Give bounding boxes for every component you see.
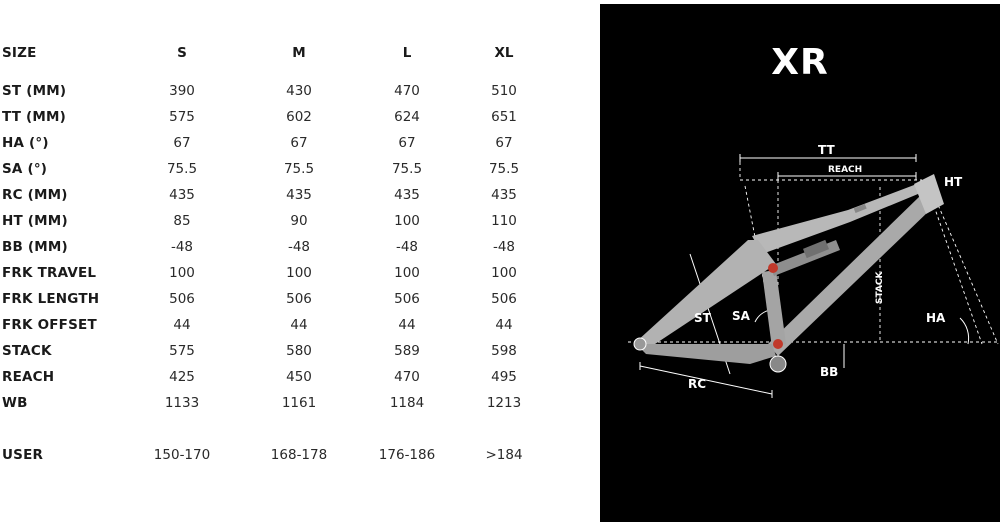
row-label: WB bbox=[2, 395, 28, 411]
size-header-xl: XL bbox=[494, 45, 514, 61]
row-value-s: 75.5 bbox=[166, 161, 198, 177]
seat-tube bbox=[762, 270, 786, 348]
upper-pivot bbox=[768, 263, 778, 273]
row-value-m: 580 bbox=[286, 343, 312, 359]
row-label: HT (MM) bbox=[2, 213, 68, 229]
row-label: FRK LENGTH bbox=[2, 291, 100, 307]
row-value-m: 75.5 bbox=[283, 161, 315, 177]
user-height-xl: >184 bbox=[485, 447, 523, 463]
row-value-s: 390 bbox=[169, 83, 195, 99]
user-height-s: 150-170 bbox=[153, 447, 211, 463]
row-value-m: 100 bbox=[286, 265, 312, 281]
table-row bbox=[0, 107, 600, 127]
row-value-l: 100 bbox=[394, 213, 420, 229]
row-value-l: 75.5 bbox=[391, 161, 423, 177]
row-value-s: 44 bbox=[173, 317, 191, 333]
row-value-s: 67 bbox=[173, 135, 191, 151]
reach-label: REACH bbox=[828, 165, 863, 175]
model-name: XR bbox=[771, 42, 829, 83]
row-value-l: -48 bbox=[395, 239, 419, 255]
table-row bbox=[0, 133, 600, 153]
row-value-xl: 651 bbox=[491, 109, 517, 125]
user-height-l: 176-186 bbox=[378, 447, 436, 463]
row-value-l: 44 bbox=[398, 317, 416, 333]
lower-pivot bbox=[773, 339, 783, 349]
table-header-row bbox=[0, 43, 600, 63]
bike-frame bbox=[634, 174, 944, 372]
row-value-s: 435 bbox=[169, 187, 195, 203]
row-value-s: 85 bbox=[173, 213, 191, 229]
row-value-m: 602 bbox=[286, 109, 312, 125]
row-value-l: 67 bbox=[398, 135, 416, 151]
row-label: TT (MM) bbox=[2, 109, 67, 125]
row-value-xl: 44 bbox=[495, 317, 513, 333]
row-value-xl: -48 bbox=[492, 239, 516, 255]
size-header-label: SIZE bbox=[2, 45, 37, 61]
row-label: FRK TRAVEL bbox=[2, 265, 97, 281]
geometry-diagram-panel bbox=[600, 4, 1000, 522]
size-header-m: M bbox=[292, 45, 306, 61]
row-value-xl: 598 bbox=[491, 343, 517, 359]
row-value-m: 430 bbox=[286, 83, 312, 99]
ht-label: HT bbox=[944, 175, 963, 189]
table-row bbox=[0, 237, 600, 257]
table-row bbox=[0, 211, 600, 231]
row-value-l: 1184 bbox=[389, 395, 425, 411]
row-value-m: 44 bbox=[290, 317, 308, 333]
bottom-bracket bbox=[770, 356, 786, 372]
stack-label: STACK bbox=[875, 271, 885, 304]
row-value-xl: 510 bbox=[491, 83, 517, 99]
row-value-xl: 67 bbox=[495, 135, 513, 151]
tt-label: TT bbox=[818, 143, 835, 157]
row-value-m: 450 bbox=[286, 369, 312, 385]
table-row bbox=[0, 393, 600, 413]
row-label: STACK bbox=[2, 343, 52, 359]
row-value-l: 506 bbox=[394, 291, 420, 307]
row-label: HA (°) bbox=[2, 135, 49, 151]
sa-label: SA bbox=[732, 309, 750, 323]
row-value-xl: 506 bbox=[491, 291, 517, 307]
row-value-l: 470 bbox=[394, 83, 420, 99]
row-value-l: 624 bbox=[394, 109, 420, 125]
seat-stay bbox=[636, 240, 776, 350]
rear-axle bbox=[634, 338, 646, 350]
row-value-m: 1161 bbox=[281, 395, 317, 411]
table-row bbox=[0, 289, 600, 309]
row-label: BB (MM) bbox=[2, 239, 68, 255]
user-height-m: 168-178 bbox=[270, 447, 328, 463]
ha-angle-arc bbox=[960, 318, 969, 344]
ha-label: HA bbox=[926, 311, 946, 325]
table-row bbox=[0, 185, 600, 205]
row-value-l: 435 bbox=[394, 187, 420, 203]
table-row bbox=[0, 159, 600, 179]
size-header-l: L bbox=[402, 45, 412, 61]
size-header-s: S bbox=[177, 45, 187, 61]
row-label: ST (MM) bbox=[2, 83, 67, 99]
row-value-s: 425 bbox=[169, 369, 195, 385]
st-label: ST bbox=[694, 311, 711, 325]
user-row bbox=[0, 445, 600, 465]
row-value-s: 100 bbox=[169, 265, 195, 281]
row-value-m: 506 bbox=[286, 291, 312, 307]
row-value-xl: 435 bbox=[491, 187, 517, 203]
table-row bbox=[0, 367, 600, 387]
row-label: RC (MM) bbox=[2, 187, 68, 203]
row-value-s: 575 bbox=[169, 109, 195, 125]
row-value-s: 506 bbox=[169, 291, 195, 307]
row-value-s: -48 bbox=[170, 239, 194, 255]
table-row bbox=[0, 263, 600, 283]
row-value-m: 67 bbox=[290, 135, 308, 151]
row-value-m: -48 bbox=[287, 239, 311, 255]
row-label: FRK OFFSET bbox=[2, 317, 97, 333]
row-value-xl: 75.5 bbox=[488, 161, 520, 177]
row-value-l: 100 bbox=[394, 265, 420, 281]
row-value-m: 435 bbox=[286, 187, 312, 203]
bb-label: BB bbox=[820, 365, 839, 379]
row-value-xl: 495 bbox=[491, 369, 517, 385]
row-value-l: 470 bbox=[394, 369, 420, 385]
row-value-s: 1133 bbox=[164, 395, 200, 411]
row-value-xl: 100 bbox=[491, 265, 517, 281]
table-row bbox=[0, 81, 600, 101]
row-value-xl: 1213 bbox=[486, 395, 522, 411]
rc-label: RC bbox=[688, 377, 707, 391]
row-value-xl: 110 bbox=[491, 213, 517, 229]
user-row-label: USER bbox=[2, 447, 44, 463]
frame-geometry-diagram bbox=[600, 4, 1000, 522]
row-value-l: 589 bbox=[394, 343, 420, 359]
row-label: REACH bbox=[2, 369, 55, 385]
row-value-s: 575 bbox=[169, 343, 195, 359]
table-row bbox=[0, 315, 600, 335]
row-label: SA (°) bbox=[2, 161, 48, 177]
chain-stay bbox=[636, 344, 776, 364]
table-row bbox=[0, 341, 600, 361]
row-value-m: 90 bbox=[290, 213, 308, 229]
